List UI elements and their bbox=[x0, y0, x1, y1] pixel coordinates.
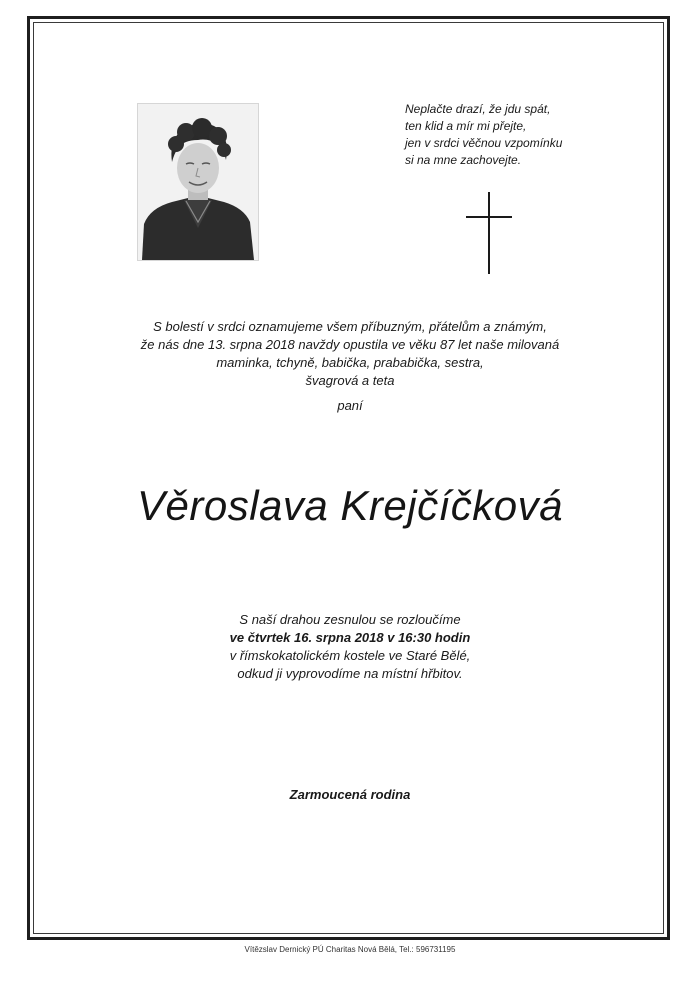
verse-line: jen v srdci věčnou vzpomínku bbox=[405, 136, 563, 150]
portrait-photo-icon bbox=[138, 104, 258, 260]
cross-icon bbox=[466, 192, 512, 274]
signature-family: Zarmoucená rodina bbox=[289, 787, 411, 802]
deceased-name: Věroslava Krejčíčková bbox=[136, 482, 563, 529]
funeral-service-footer: Vítězslav Dernický PÚ Charitas Nová Bělá, Tel.: 596731195 bbox=[244, 945, 456, 954]
ceremony-location: v římskokatolickém kostele ve Staré Bělé, bbox=[229, 648, 471, 663]
verse-line: Neplačte drazí, že jdu spát, bbox=[405, 102, 551, 116]
announcement-line: že nás dne 13. srpna 2018 navždy opustila ve věku 87 let naše milovaná bbox=[140, 337, 560, 352]
verse-line: ten klid a mír mi přejte, bbox=[405, 119, 527, 133]
ceremony-burial: odkud ji vyprovodíme na místní hřbitov. bbox=[237, 666, 463, 681]
funeral-details bbox=[100, 611, 600, 683]
ceremony-intro: S naší drahou zesnulou se rozloučíme bbox=[239, 612, 461, 627]
honorific: paní bbox=[337, 398, 363, 413]
verse-line: si na mne zachovejte. bbox=[405, 153, 522, 167]
death-announcement bbox=[80, 318, 620, 390]
portrait-photo bbox=[137, 103, 259, 261]
announcement-line: švagrová a teta bbox=[305, 373, 395, 388]
memorial-verse bbox=[405, 101, 645, 169]
announcement-line: S bolestí v srdci oznamujeme všem příbuzným, přátelům a známým, bbox=[153, 319, 547, 334]
announcement-line: maminka, tchyně, babička, prababička, sestra, bbox=[216, 355, 484, 370]
ceremony-date-time: ve čtvrtek 16. srpna 2018 v 16:30 hodin bbox=[229, 630, 471, 645]
